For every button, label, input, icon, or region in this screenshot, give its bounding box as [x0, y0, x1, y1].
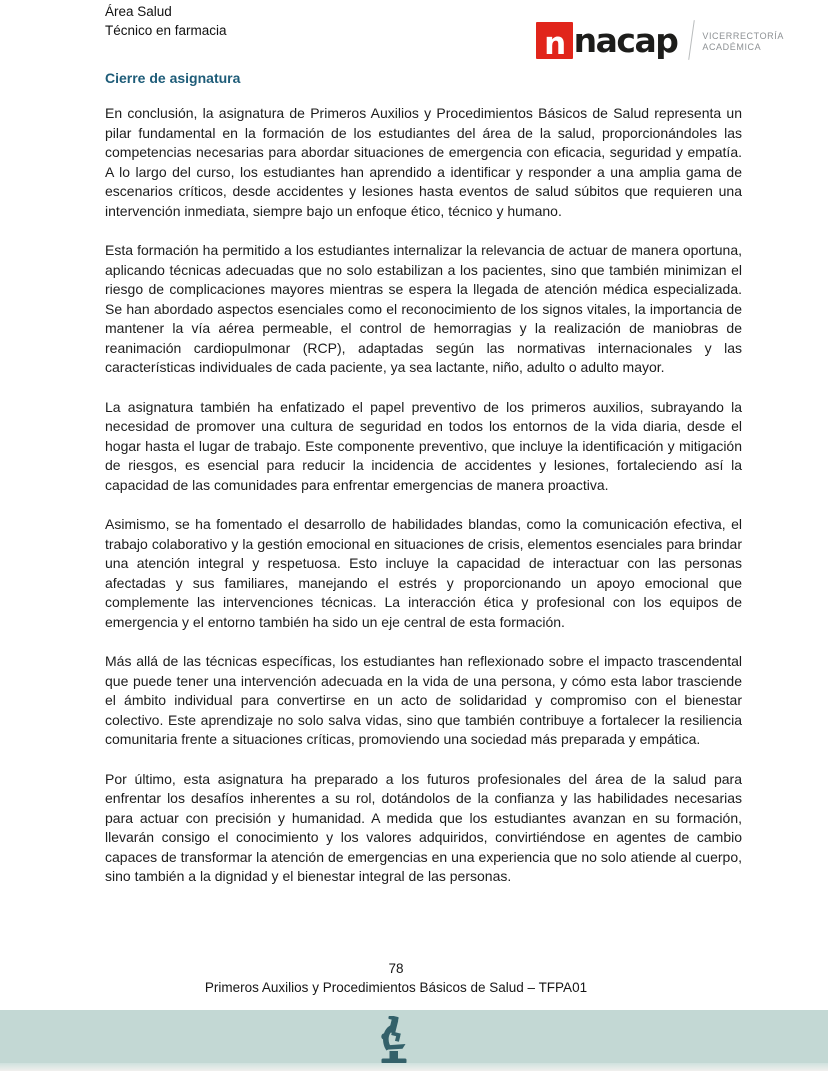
- course-footer-line: Primeros Auxilios y Procedimientos Básicos de Salud – TFPA01: [204, 980, 588, 995]
- paragraph-5: Más allá de las técnicas específicas, los estudiantes han reflexionado sobre el impacto trascendental que puede tener una intervención adecuada en la vida de una persona, y cómo esta labor trasciende el ámbito individual para convertirse en un acto de solidaridad y compromiso con el bienestar colectivo. Este aprendizaje no solo salva vidas, sino que también contribuye a fortalecer la resiliencia comunitaria frente a situaciones críticas, promoviendo una sociedad más preparada y empática.: [105, 653, 742, 747]
- paragraph-6: Por último, esta asignatura ha preparado a los futuros profesionales del área de la salud para enfrentar los desafíos inherentes a su rol, dotándolos de la confianza y las habilidades necesarias para actuar con precisión y humanidad. A medida que los estudiantes avanzan en su formación, llevarán consigo el conocimiento y los valores adquiridos, convirtiéndose en agentes de cambio capaces de transformar la atención de emergencias en una experiencia que no solo atiende al cuerpo, sino también a la dignidad y el bienestar integral de las personas.: [105, 770, 742, 884]
- inacap-logo-mark-letter: n: [544, 25, 565, 62]
- logo-divider: [689, 20, 696, 60]
- paragraph-2: Esta formación ha permitido a los estudiantes internalizar la relevancia de actuar de manera oportuna, aplicando técnicas adecuadas que no solo estabilizan a los pacientes, sino que también minimizan el riesgo de complicaciones mayores mientras se espera la llegada de atención médica especializada. Se han abordado aspectos esenciales como el reconocimiento de los signos vitales, la importancia de mantener la vía aérea permeable, el control de hemorragias y la realización de maniobras de reanimación cardiopulmonar (RCP), adaptadas según las normativas internacionales y las características individuales de cada paciente, ya sea lactante, niño, adulto o adulto mayor.: [105, 242, 742, 375]
- logo-sub-line2: ACADÉMICA: [702, 42, 762, 52]
- page-footer: [0, 959, 792, 997]
- inacap-logo: [536, 20, 784, 60]
- inacap-logo-mark: [536, 22, 573, 62]
- section-title: Cierre de asignatura: [105, 70, 241, 86]
- footer-band: [0, 1010, 828, 1071]
- header-career-line: Técnico en farmacia: [105, 23, 227, 38]
- logo-vicerrectoria-text: [702, 27, 784, 53]
- document-body: [105, 70, 742, 907]
- microscope-icon: [376, 1016, 412, 1064]
- logo-sub-line1: VICERRECTORÍA: [702, 31, 784, 41]
- header-program-info: [105, 2, 227, 40]
- paragraph-1: En conclusión, la asignatura de Primeros Auxilios y Procedimientos Básicos de Salud representa un pilar fundamental en la formación de los estudiantes del área de la salud, proporcionándoles las competencias necesarias para abordar situaciones de emergencia con eficacia, seguridad y empatía. A lo largo del curso, los estudiantes han aprendido a identificar y responder a una amplia gama de escenarios críticos, desde accidentes y lesiones hasta eventos de salud súbitos que requieren una intervención inmediata, siempre bajo un enfoque ético, técnico y humano.: [105, 105, 742, 219]
- header-area-line: Área Salud: [105, 4, 172, 19]
- page-number: 78: [388, 961, 404, 976]
- inacap-logo-wordmark: nacap: [573, 20, 678, 60]
- paragraph-3: La asignatura también ha enfatizado el papel preventivo de los primeros auxilios, subrayando la necesidad de promover una cultura de seguridad en todos los entornos de la vida diaria, desde el hogar hasta el lugar de trabajo. Este componente preventivo, que incluye la identificación y mitigación de riesgos, es esencial para reducir la incidencia de accidentes y lesiones, fortaleciendo así la capacidad de las comunidades para enfrentar emergencias de manera proactiva.: [105, 398, 742, 493]
- paragraph-4: Asimismo, se ha fomentado el desarrollo de habilidades blandas, como la comunicación efectiva, el trabajo colaborativo y la gestión emocional en situaciones de crisis, elementos esenciales para brindar una atención integral y respetuosa. Esto incluye la capacidad de interactuar con las personas afectadas y sus familiares, manejando el estrés y proporcionando un apoyo emocional que complemente las intervenciones técnicas. La interacción ética y profesional con los equipos de emergencia y el entorno también ha sido un eje central de esta formación.: [105, 516, 742, 630]
